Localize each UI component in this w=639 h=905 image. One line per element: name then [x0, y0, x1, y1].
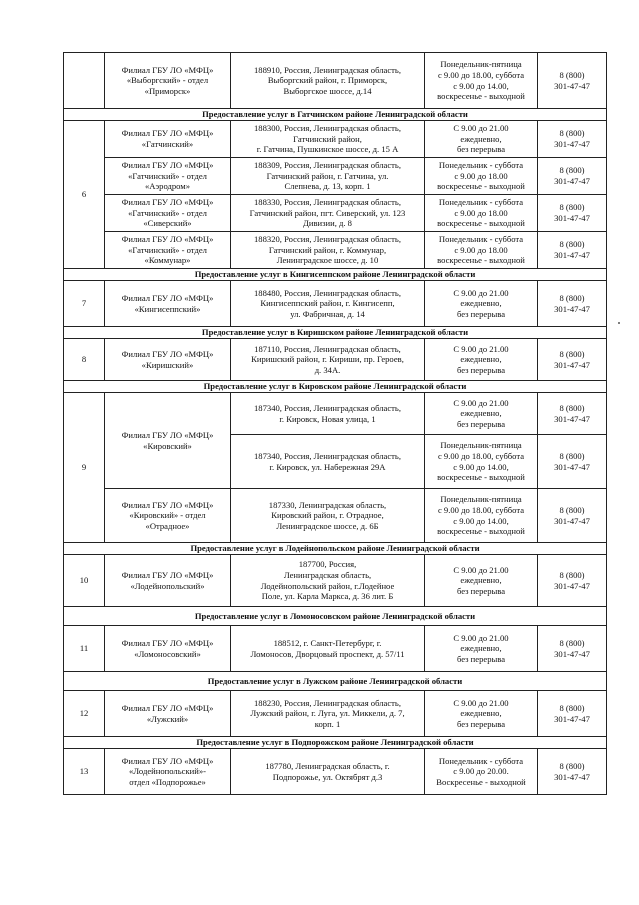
branch-address: 187700, Россия, Ленинградская область, Лодейнопольский район, г.Лодейное Поле, ул. Карла Маркса, д. 36 лит. Б	[231, 555, 425, 607]
branch-phone: 8 (800) 301-47-47	[538, 555, 607, 607]
section-heading: Предоставление услуг в Кингисеппском районе Ленинградской области	[64, 269, 607, 281]
table-row	[64, 53, 607, 109]
row-number: 13	[64, 749, 105, 795]
branch-address: 188320, Россия, Ленинградская область, Гатчинский район, г. Коммунар, Ленинградское шоссе, д. 10	[231, 232, 425, 269]
branch-name: Филиал ГБУ ЛО «МФЦ» «Лужский»	[105, 691, 231, 737]
table-row	[64, 691, 607, 737]
table-row	[64, 749, 607, 795]
branch-name: Филиал ГБУ ЛО «МФЦ» «Выборгский» - отдел «Приморск»	[105, 53, 231, 109]
row-number: 12	[64, 691, 105, 737]
section-heading: Предоставление услуг в Лодейнопольском районе Ленинградской области	[64, 543, 607, 555]
branch-address: 187110, Россия, Ленинградская область, Киришский район, г. Кириши, пр. Героев, д. 34А.	[231, 339, 425, 381]
branch-phone: 8 (800) 301-47-47	[538, 195, 607, 232]
section-heading: Предоставление услуг в Киришском районе Ленинградской области	[64, 327, 607, 339]
margin-dot	[618, 322, 620, 324]
table-row	[64, 158, 607, 195]
section-row	[64, 607, 607, 626]
mfc-branches-table	[63, 52, 607, 795]
branch-phone: 8 (800) 301-47-47	[538, 121, 607, 158]
row-number: 8	[64, 339, 105, 381]
branch-hours: С 9.00 до 21.00 ежедневно, без перерыва	[425, 121, 538, 158]
branch-hours: С 9.00 до 21.00 ежедневно, без перерыва	[425, 281, 538, 327]
branch-name: Филиал ГБУ ЛО «МФЦ» «Кировский» - отдел «Отрадное»	[105, 489, 231, 543]
branch-hours: Понедельник-пятница с 9.00 до 18.00, суббота с 9.00 до 14.00, воскресенье - выходной	[425, 489, 538, 543]
branch-name: Филиал ГБУ ЛО «МФЦ» «Ломоносовский»	[105, 626, 231, 672]
branch-address: 188480, Россия, Ленинградская область, Кингисеппский район, г. Кингисепп, ул. Фабричная, д. 14	[231, 281, 425, 327]
branch-phone: 8 (800) 301-47-47	[538, 393, 607, 435]
branch-name: Филиал ГБУ ЛО «МФЦ» «Гатчинский» - отдел «Коммунар»	[105, 232, 231, 269]
branch-name: Филиал ГБУ ЛО «МФЦ» «Гатчинский» - отдел «Аэродром»	[105, 158, 231, 195]
section-row	[64, 543, 607, 555]
branch-hours: С 9.00 до 21.00 ежедневно, без перерыва	[425, 691, 538, 737]
table-row	[64, 393, 607, 435]
branch-address: 188330, Россия, Ленинградская область, Гатчинский район, пгт. Сиверский, ул. 123 Дивизии, д. 8	[231, 195, 425, 232]
branch-phone: 8 (800) 301-47-47	[538, 749, 607, 795]
branch-address: 187340, Россия, Ленинградская область, г. Кировск, ул. Набережная 29А	[231, 435, 425, 489]
branch-name: Филиал ГБУ ЛО «МФЦ» «Киришский»	[105, 339, 231, 381]
branch-address: 187780, Ленинградская область, г. Подпорожье, ул. Октябрят д.3	[231, 749, 425, 795]
section-row	[64, 269, 607, 281]
branch-address: 187340, Россия, Ленинградская область, г. Кировск, Новая улица, 1	[231, 393, 425, 435]
section-heading: Предоставление услуг в Кировском районе Ленинградской области	[64, 381, 607, 393]
section-row	[64, 672, 607, 691]
row-number: 7	[64, 281, 105, 327]
table-row	[64, 121, 607, 158]
section-row	[64, 381, 607, 393]
branch-hours: С 9.00 до 21.00 ежедневно, без перерыва	[425, 626, 538, 672]
branch-hours: С 9.00 до 21.00 ежедневно, без перерыва	[425, 555, 538, 607]
table-row	[64, 626, 607, 672]
branch-phone: 8 (800) 301-47-47	[538, 626, 607, 672]
branch-phone: 8 (800) 301-47-47	[538, 489, 607, 543]
section-heading: Предоставление услуг в Гатчинском районе Ленинградской области	[64, 109, 607, 121]
section-row	[64, 109, 607, 121]
branch-phone: 8 (800) 301-47-47	[538, 53, 607, 109]
branch-phone: 8 (800) 301-47-47	[538, 281, 607, 327]
branch-hours: С 9.00 до 21.00 ежедневно, без перерыва	[425, 393, 538, 435]
table-row	[64, 339, 607, 381]
branch-name: Филиал ГБУ ЛО «МФЦ» «Кингисеппский»	[105, 281, 231, 327]
branch-name: Филиал ГБУ ЛО «МФЦ» «Кировский»	[105, 393, 231, 489]
branch-name: Филиал ГБУ ЛО «МФЦ» «Гатчинский»	[105, 121, 231, 158]
branch-hours: Понедельник - суббота с 9.00 до 20.00. Воскресенье - выходной	[425, 749, 538, 795]
branch-name: Филиал ГБУ ЛО «МФЦ» «Лодейнопольский»- отдел «Подпорожье»	[105, 749, 231, 795]
section-heading: Предоставление услуг в Лужском районе Ленинградской области	[64, 672, 607, 691]
branch-name: Филиал ГБУ ЛО «МФЦ» «Лодейнопольский»	[105, 555, 231, 607]
row-number: 10	[64, 555, 105, 607]
section-row	[64, 737, 607, 749]
table-row	[64, 489, 607, 543]
branch-address: 187330, Ленинградская область, Кировский район, г. Отрадное, Ленинградское шоссе, д. 6Б	[231, 489, 425, 543]
section-row	[64, 327, 607, 339]
branch-hours: Понедельник-пятница с 9.00 до 18.00, суббота с 9.00 до 14.00, воскресенье - выходной	[425, 435, 538, 489]
section-heading: Предоставление услуг в Подпорожском районе Ленинградской области	[64, 737, 607, 749]
row-number: 9	[64, 393, 105, 543]
branch-hours: С 9.00 до 21.00 ежедневно, без перерыва	[425, 339, 538, 381]
branch-address: 188230, Россия, Ленинградская область, Лужский район, г. Луга, ул. Миккели, д. 7, корп. 1	[231, 691, 425, 737]
branch-hours: Понедельник - суббота с 9.00 до 18.00 воскресенье - выходной	[425, 232, 538, 269]
branch-address: 188300, Россия, Ленинградская область, Гатчинский район, г. Гатчина, Пушкинское шоссе, д. 15 А	[231, 121, 425, 158]
branch-phone: 8 (800) 301-47-47	[538, 339, 607, 381]
branch-address: 188309, Россия, Ленинградская область, Гатчинский район, г. Гатчина, ул. Слепнева, д. 13, корп. 1	[231, 158, 425, 195]
section-heading: Предоставление услуг в Ломоносовском районе Ленинградской области	[64, 607, 607, 626]
branch-hours: Понедельник - суббота с 9.00 до 18.00 воскресенье - выходной	[425, 158, 538, 195]
branch-phone: 8 (800) 301-47-47	[538, 691, 607, 737]
branch-address: 188910, Россия, Ленинградская область, Выборгский район, г. Приморск, Выборгское шоссе, д.14	[231, 53, 425, 109]
table-row	[64, 232, 607, 269]
branch-hours: Понедельник-пятница с 9.00 до 18.00, суббота с 9.00 до 14.00, воскресенье - выходной	[425, 53, 538, 109]
branch-hours: Понедельник - суббота с 9.00 до 18.00 воскресенье - выходной	[425, 195, 538, 232]
row-number: 6	[64, 121, 105, 269]
table-row	[64, 195, 607, 232]
branch-phone: 8 (800) 301-47-47	[538, 232, 607, 269]
row-number: 11	[64, 626, 105, 672]
branch-address: 188512, г. Санкт-Петербург, г. Ломоносов, Дворцовый проспект, д. 57/11	[231, 626, 425, 672]
branch-phone: 8 (800) 301-47-47	[538, 158, 607, 195]
branch-phone: 8 (800) 301-47-47	[538, 435, 607, 489]
row-number	[64, 53, 105, 109]
table-row	[64, 281, 607, 327]
branch-name: Филиал ГБУ ЛО «МФЦ» «Гатчинский» - отдел «Сиверский»	[105, 195, 231, 232]
table-row	[64, 555, 607, 607]
